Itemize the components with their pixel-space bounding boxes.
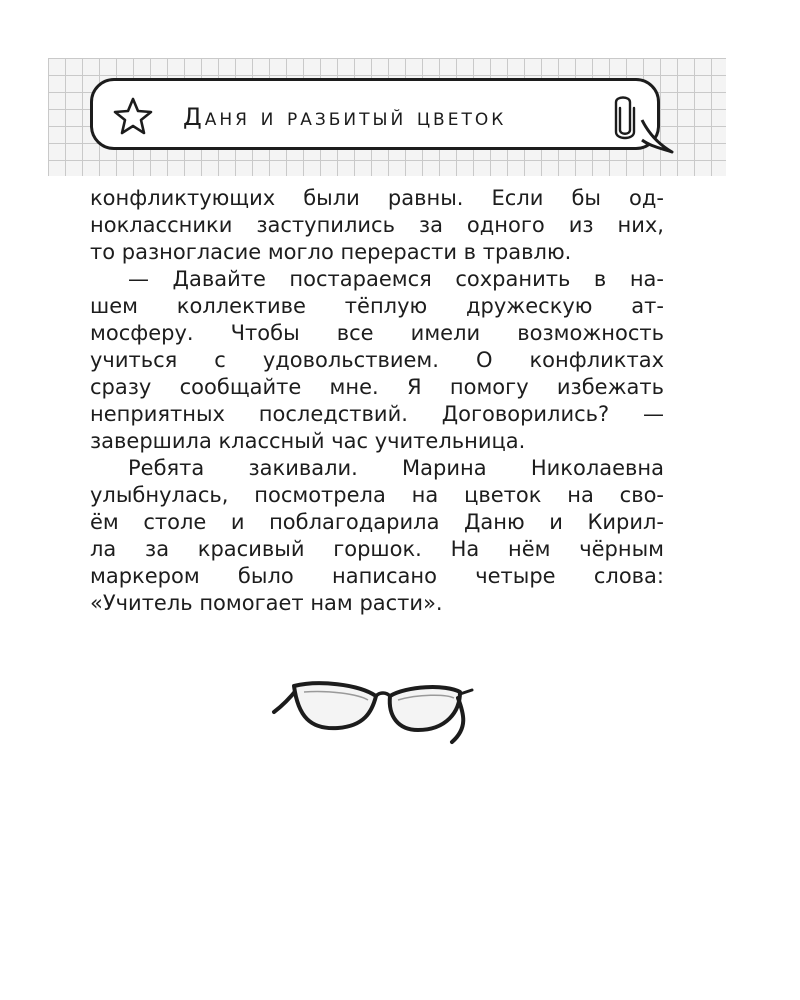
text-line: ём столе и поблагодарила Даню и Кирил- bbox=[90, 510, 664, 534]
glasses-icon bbox=[268, 668, 488, 748]
story-text bbox=[90, 185, 664, 617]
paperclip-icon bbox=[612, 94, 638, 140]
chapter-title: Даня и разбитый цветок bbox=[183, 103, 507, 131]
star-outline-icon bbox=[112, 96, 154, 136]
text-line: шем коллективе тёплую дружескую ат- bbox=[90, 294, 664, 318]
text-line: учиться с удовольствием. О конфликтах bbox=[90, 348, 664, 372]
text-line: мосферу. Чтобы все имели возможность bbox=[90, 321, 664, 345]
text-line: — Давайте постараемся сохранить в на- bbox=[128, 267, 664, 291]
text-line: ноклассники заступились за одного из них, bbox=[90, 213, 664, 237]
text-line: то разногласие могло перерасти в травлю. bbox=[90, 240, 572, 264]
text-line: маркером было написано четыре слова: bbox=[90, 564, 664, 588]
text-line: неприятных последствий. Договорились? — bbox=[90, 402, 664, 426]
text-line: конфликтующих были равны. Если бы од- bbox=[90, 186, 664, 210]
text-line: «Учитель помогает нам расти». bbox=[90, 591, 443, 615]
text-line: завершила классный час учительница. bbox=[90, 429, 526, 453]
text-line: ла за красивый горшок. На нём чёрным bbox=[90, 537, 664, 561]
text-line: Ребята закивали. Марина Николаевна bbox=[128, 456, 664, 480]
speech-bubble-tail bbox=[640, 118, 674, 156]
text-line: сразу сообщайте мне. Я помогу избежать bbox=[90, 375, 664, 399]
text-line: улыбнулась, посмотрела на цветок на сво- bbox=[90, 483, 664, 507]
